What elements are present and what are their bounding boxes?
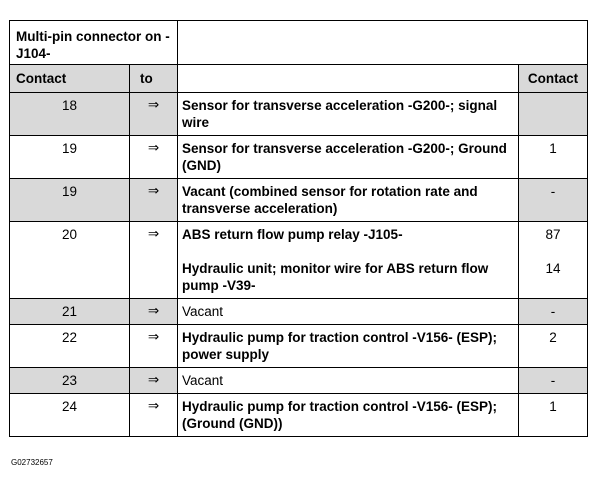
right-contact [519, 222, 588, 299]
row-description: Hydraulic pump for traction control -V156- (ESP); (Ground (GND)) [178, 394, 519, 437]
right-contact: 1 [519, 394, 588, 437]
contact-number: 22 [10, 325, 130, 368]
row-description: Sensor for transverse acceleration -G200-; signal wire [178, 93, 519, 136]
right-contact [519, 93, 588, 136]
header-contact: Contact [10, 65, 130, 93]
contact-number: 23 [10, 368, 130, 394]
row-description: Sensor for transverse acceleration -G200-; Ground (GND) [178, 136, 519, 179]
row-description: Vacant [178, 368, 519, 394]
row-description: Vacant (combined sensor for rotation rate and transverse acceleration) [178, 179, 519, 222]
table-title: Multi-pin connector on -J104- [10, 21, 178, 65]
right-contact: - [519, 368, 588, 394]
right-contact: - [519, 179, 588, 222]
table-row [10, 394, 588, 437]
contact-number: 19 [10, 136, 130, 179]
right-contact-value: 14 [545, 261, 561, 276]
connector-table [9, 20, 588, 437]
table-row [10, 368, 588, 394]
row-description [178, 222, 519, 299]
table-row [10, 222, 588, 299]
figure-id: G02732657 [11, 458, 53, 467]
arrow-icon: ⇒ [130, 368, 178, 394]
contact-number: 21 [10, 299, 130, 325]
table-row [10, 299, 588, 325]
right-contact: 2 [519, 325, 588, 368]
contact-number: 18 [10, 93, 130, 136]
row-description-line: ABS return flow pump relay -J105- [182, 227, 403, 242]
contact-number: 24 [10, 394, 130, 437]
arrow-icon: ⇒ [130, 93, 178, 136]
table-row [10, 179, 588, 222]
contact-number: 20 [10, 222, 130, 299]
header-to: to [130, 65, 178, 93]
row-description: Hydraulic pump for traction control -V156- (ESP); power supply [178, 325, 519, 368]
right-contact: - [519, 299, 588, 325]
header-blank [178, 65, 519, 93]
header-right-contact: Contact [519, 65, 588, 93]
arrow-icon: ⇒ [130, 299, 178, 325]
arrow-icon: ⇒ [130, 136, 178, 179]
arrow-icon: ⇒ [130, 325, 178, 368]
title-blank-cell [178, 21, 588, 65]
arrow-icon: ⇒ [130, 179, 178, 222]
row-description-line: Hydraulic unit; monitor wire for ABS return flow pump -V39- [182, 261, 489, 293]
table-row [10, 136, 588, 179]
right-contact: 1 [519, 136, 588, 179]
contact-number: 19 [10, 179, 130, 222]
right-contact-value: 87 [545, 227, 561, 242]
table-row [10, 93, 588, 136]
arrow-icon: ⇒ [130, 394, 178, 437]
arrow-icon: ⇒ [130, 222, 178, 299]
table-row [10, 325, 588, 368]
row-description: Vacant [178, 299, 519, 325]
